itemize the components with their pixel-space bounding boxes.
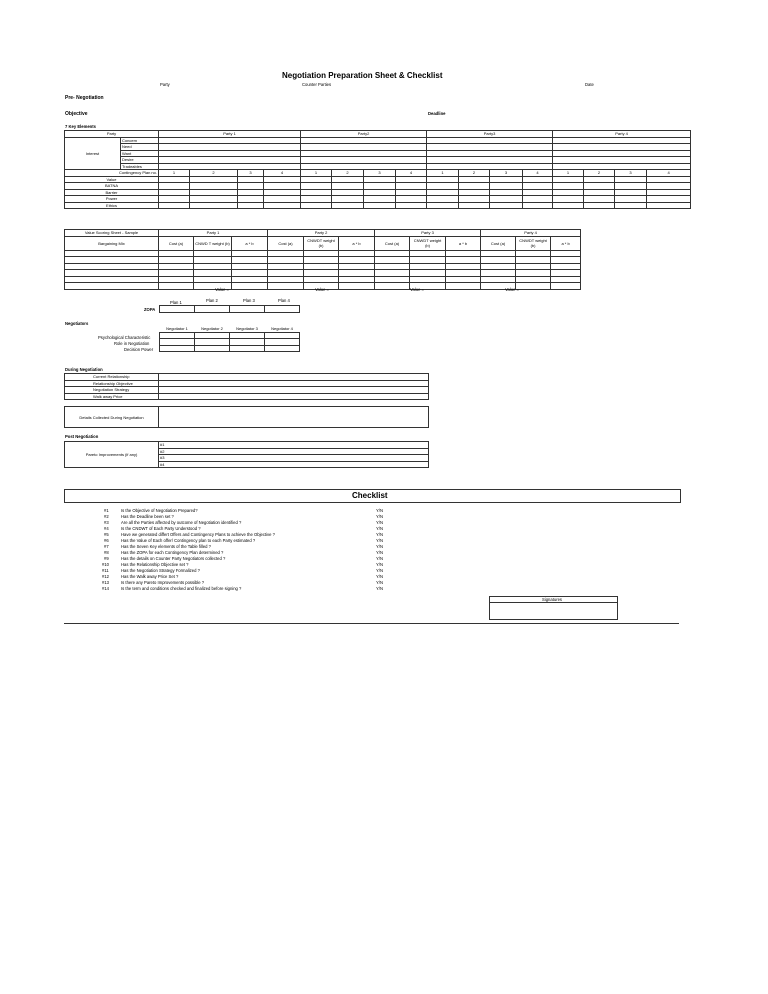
during-row-label: Walk away Price [65, 393, 159, 400]
checklist-item-yn[interactable]: Y/N [376, 514, 383, 519]
checklist-item-yn[interactable]: Y/N [376, 550, 383, 555]
party-2-header: Party2 [301, 131, 427, 138]
checklist-item-yn[interactable]: Y/N [376, 526, 383, 531]
weight-header: CNWDT weight (b) [516, 236, 551, 250]
cell[interactable] [159, 202, 190, 209]
cell[interactable] [446, 283, 481, 290]
pareto-item[interactable]: #4 [159, 461, 429, 468]
pareto-label: Pareto Improvements (if any) [65, 442, 159, 468]
cell[interactable] [375, 283, 410, 290]
cost-header: Cost (a) [159, 236, 194, 250]
zopa-plan-label: Plan 4 [278, 298, 290, 303]
cell[interactable] [364, 202, 396, 209]
checklist-item-num: #4 [104, 526, 109, 531]
checklist-item-yn[interactable]: Y/N [376, 520, 383, 525]
plan-number: 1 [553, 170, 584, 177]
cell[interactable] [230, 345, 265, 352]
cell[interactable] [160, 345, 195, 352]
checklist-item-yn[interactable]: Y/N [376, 568, 383, 573]
post-heading: Post Negotiation [65, 434, 99, 439]
cell[interactable] [339, 283, 375, 290]
checklist-item-text: Is the term and conditions checked and finalized before signing ? [121, 586, 242, 591]
checklist-item-num: #14 [102, 586, 109, 591]
zopa-cell[interactable] [230, 306, 265, 313]
party-3-header: Party3 [427, 131, 553, 138]
checklist-item-text: Are all the Parties affected by outcome of Negotiation identified ? [121, 520, 242, 525]
key-elements-heading: 7 Key Elements [65, 124, 96, 129]
checklist-item-yn[interactable]: Y/N [376, 562, 383, 567]
cell[interactable] [551, 283, 581, 290]
plan-number: 4 [264, 170, 301, 177]
cell[interactable] [523, 202, 553, 209]
plan-number: 4 [647, 170, 691, 177]
pareto-item[interactable]: #2 [159, 448, 429, 455]
checklist-item-num: #8 [104, 550, 109, 555]
cell[interactable] [65, 283, 159, 290]
page-title: Negotiation Preparation Sheet & Checklist [282, 71, 443, 80]
plan-number: 3 [490, 170, 523, 177]
during-table [64, 373, 429, 400]
plan-number: 4 [523, 170, 553, 177]
zopa-cell[interactable] [195, 306, 230, 313]
checklist-item-text: Is there any Pareto Improvements possible ? [121, 580, 205, 585]
party-col-header: Party [65, 131, 159, 138]
cell[interactable] [427, 202, 459, 209]
post-table [64, 441, 429, 468]
during-row-label: Negotiation Strategy [65, 387, 159, 394]
checklist-item-yn[interactable]: Y/N [376, 586, 383, 591]
weight-header: CNWDT weight (b) [410, 236, 446, 250]
checklist-item-text: Has the Value of Each offer/ Contingency plan to each Party estimated ? [121, 538, 256, 543]
negotiator-header: Negotiator 1 [166, 326, 188, 332]
key-element-label: Barrier [65, 189, 159, 196]
details-table [64, 406, 429, 428]
cell[interactable] [516, 283, 551, 290]
negotiator-row-label: Psychological Characteristic [98, 335, 151, 340]
plan-number: 2 [332, 170, 364, 177]
footer-rule [64, 623, 679, 624]
zopa-cell[interactable] [265, 306, 300, 313]
negotiator-row-label: Role in Negotiation [114, 341, 150, 346]
negotiator-header: Negotiator 3 [236, 326, 258, 332]
details-label: Details Collected During Negotiation [65, 407, 159, 428]
value-scoring-table [64, 229, 581, 290]
cell[interactable] [615, 202, 647, 209]
cost-header: Cost (a) [481, 236, 516, 250]
cell[interactable] [490, 202, 523, 209]
plan-number: 1 [301, 170, 332, 177]
cell[interactable] [190, 202, 238, 209]
zopa-cell[interactable] [160, 306, 195, 313]
negotiators-heading: Negotiators [65, 321, 89, 326]
cell[interactable] [232, 283, 268, 290]
checklist-item-text: Is the Objective of Negotiation Prepared? [121, 508, 198, 513]
cell[interactable] [238, 202, 264, 209]
checklist-item-text: Is the CNDWT of Each Party Understood ? [121, 526, 201, 531]
cell[interactable] [159, 283, 194, 290]
plan-number: 3 [364, 170, 396, 177]
checklist-item-text: Has the Walk away Price Set ? [121, 574, 179, 579]
contingency-label: Contingency Plan no. [65, 170, 159, 177]
checklist-item-yn[interactable]: Y/N [376, 538, 383, 543]
weight-header: CNWD T weight (b) [194, 236, 232, 250]
plan-number: 4 [396, 170, 427, 177]
checklist-title: Checklist [352, 491, 388, 500]
checklist-item-yn[interactable]: Y/N [376, 556, 383, 561]
axb-header: a * b [551, 236, 581, 250]
vs-party-1: Party 1 [159, 230, 268, 237]
key-element-label: Power [65, 196, 159, 203]
objective-label: Objective [65, 111, 88, 117]
key-element-row [65, 202, 691, 209]
zopa-label: ZOPA [144, 307, 156, 312]
during-row-label: Current Relationship [65, 374, 159, 381]
during-row-label: Relationship Objective [65, 380, 159, 387]
checklist-item-yn[interactable]: Y/N [376, 544, 383, 549]
zopa-plan-label: Plan 1 [170, 300, 182, 305]
party-1-header: Party 1 [159, 131, 301, 138]
cell[interactable] [553, 202, 584, 209]
deadline-label: Deadline [428, 111, 446, 116]
interest-item: Desire [121, 157, 159, 164]
cost-header: Cost (a) [268, 236, 304, 250]
checklist-item-num: #1 [104, 508, 109, 513]
checklist-item-num: #3 [104, 520, 109, 525]
cell[interactable] [264, 202, 301, 209]
cell[interactable] [265, 345, 300, 352]
checklist-item-text: Has the ZOPA for each Contingency Plan determined ? [121, 550, 224, 555]
plan-number: 3 [238, 170, 264, 177]
cell[interactable] [301, 202, 332, 209]
checklist-item-num: #12 [102, 574, 109, 579]
value-label: Value = [215, 287, 230, 292]
vs-party-4: Party 4 [481, 230, 581, 237]
value-label: Value = [505, 287, 520, 292]
checklist-item-yn[interactable]: Y/N [376, 574, 383, 579]
cell[interactable] [396, 202, 427, 209]
details-cell[interactable] [159, 407, 429, 428]
cell[interactable] [459, 202, 490, 209]
key-elements-table [64, 130, 691, 209]
pareto-item[interactable]: #3 [159, 455, 429, 462]
party-4-header: Party 4 [553, 131, 691, 138]
checklist-item-num: #9 [104, 556, 109, 561]
plan-number: 3 [615, 170, 647, 177]
checklist-item-text: Has the Relationship Objective set ? [121, 562, 189, 567]
key-element-label: Ethics [65, 202, 159, 209]
checklist-item-num: #10 [102, 562, 109, 567]
signatures-label: Signatures [542, 597, 563, 602]
checklist-item-num: #2 [104, 514, 109, 519]
plan-number: 2 [459, 170, 490, 177]
cell[interactable] [195, 345, 230, 352]
cell[interactable] [268, 283, 304, 290]
cell[interactable] [159, 393, 429, 400]
negotiator-header: Negotiator 2 [201, 326, 223, 332]
value-scoring-subheader-row [65, 236, 581, 250]
checklist-item-yn[interactable]: Y/N [376, 532, 383, 537]
negotiator-row-label: Decision Power [124, 347, 154, 352]
plan-number: 1 [159, 170, 190, 177]
plan-number: 1 [427, 170, 459, 177]
interest-item: Concern [121, 137, 159, 144]
during-heading: During Negotiation [65, 367, 103, 372]
zopa-plan-label: Plan 3 [243, 298, 255, 303]
interest-item: Need [121, 144, 159, 151]
cell[interactable] [584, 202, 615, 209]
counter-parties-label: Counter Parties [302, 82, 332, 87]
pre-negotiation-heading: Pre- Negotiation [65, 95, 104, 101]
value-scoring-title: Value Scoring Sheet - Sample [65, 230, 159, 237]
checklist-item-text: Has the Negotiation Strategy Formalized ? [121, 568, 200, 573]
plan-number: 2 [190, 170, 238, 177]
negotiator-header: Negotiator 4 [271, 326, 293, 332]
signatures-divider [489, 602, 617, 603]
vs-party-3: Party 3 [375, 230, 481, 237]
checklist-item-text: Has the details on Counter Party Negotiators collected ? [121, 556, 226, 561]
zopa-plan-label: Plan 2 [206, 298, 218, 303]
key-element-label: BATNA [65, 183, 159, 190]
cost-header: Cost (a) [375, 236, 410, 250]
zopa-table [159, 305, 300, 313]
interest-label: Interest [65, 137, 121, 170]
checklist-item [64, 586, 679, 592]
checklist-item-num: #6 [104, 538, 109, 543]
bargaining-mix-label: Bargaining Mix [65, 236, 159, 250]
negotiators-table [159, 326, 300, 352]
interest-item: Tradeables [121, 163, 159, 170]
checklist-item-num: #7 [104, 544, 109, 549]
plan-number: 2 [584, 170, 615, 177]
vs-party-2: Party 2 [268, 230, 375, 237]
checklist-item-text: Has the Seven Key elements of the Table filled ? [121, 544, 212, 549]
value-label: Value = [410, 287, 425, 292]
key-element-label: Value [65, 176, 159, 183]
weight-header: CNWDT weight (b) [304, 236, 339, 250]
axb-header: a * b [339, 236, 375, 250]
party-label: Party [160, 82, 170, 87]
checklist-item-num: #11 [102, 568, 109, 573]
checklist-item-yn[interactable]: Y/N [376, 508, 383, 513]
checklist-item-text: Have we generated differt Offers and Contingency Plans to achieve the Objective ? [121, 532, 275, 537]
checklist-item-text: Has the Deadline been set ? [121, 514, 174, 519]
interest-item: Want [121, 150, 159, 157]
checklist-item-yn[interactable]: Y/N [376, 580, 383, 585]
cell[interactable] [647, 202, 691, 209]
checklist-item-num: #13 [102, 580, 109, 585]
checklist-item-num: #5 [104, 532, 109, 537]
axb-header: a * b [232, 236, 268, 250]
pareto-item[interactable]: #1 [159, 442, 429, 449]
axb-header: a * b [446, 236, 481, 250]
date-label: Date [585, 82, 594, 87]
value-label: Value = [315, 287, 330, 292]
cell[interactable] [332, 202, 364, 209]
